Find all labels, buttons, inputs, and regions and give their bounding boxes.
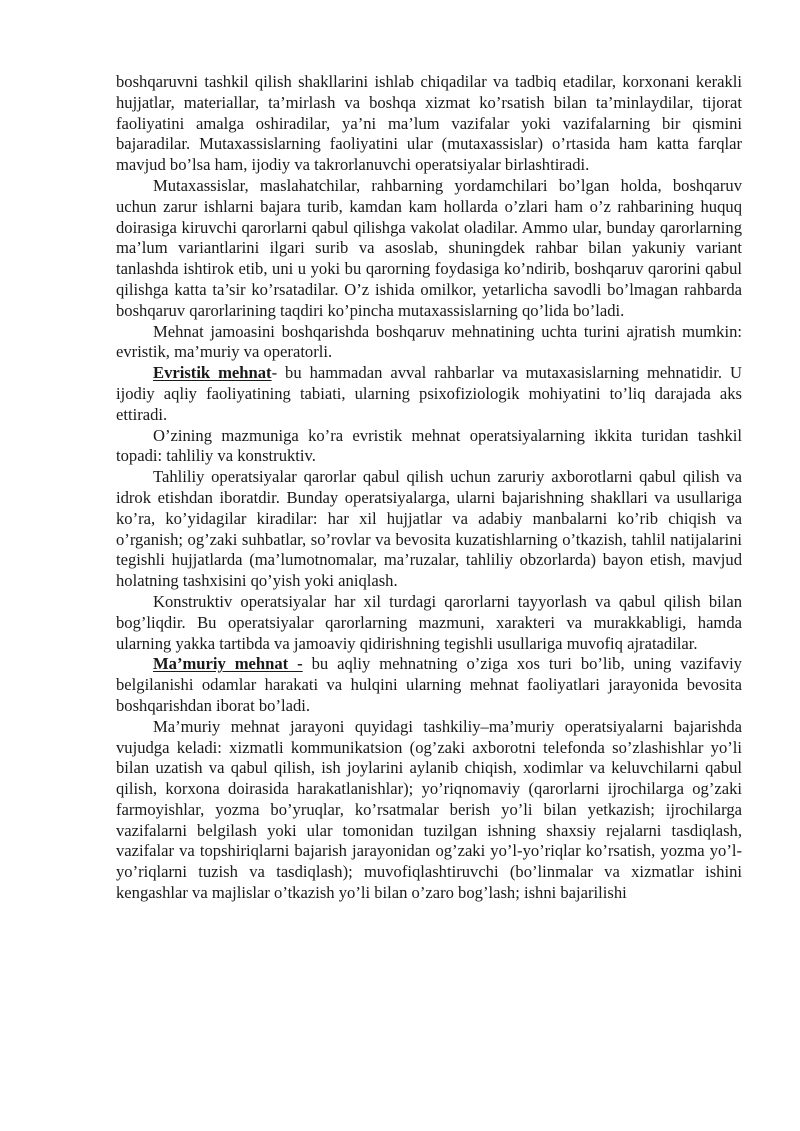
paragraph-analytical-operations (116, 467, 742, 592)
paragraph-administrative-process (116, 717, 742, 904)
paragraph-text: bu aqliy mehnatning o’ziga xos turi bo’lib, uning vazifaviy belgilanishi odamlar harakati va hulqini ularning mehnat faoliyatlari jarayonida bevosita boshqarishdan iborat bo’ladi. (116, 654, 742, 715)
paragraph-text: Ma’muriy mehnat jarayoni quyidagi tashkiliy–ma’muriy operatsiyalarni bajarishda vujudga keladi: xizmatli kommunikatsion (og’zaki axborotni telefonda so’zlashishlar yo’li bilan uzatish va qabul qilish, ish joylarini aylanib chiqish, xodimlar va keluvchilarni qabul qilish, korxona doirasida harakatlanishlar); yo’riqnomaviy (qarorlarni ijrochilarga og’zaki farmoyishlar, yozma bo’yruqlar, ko’rsatmalar berish yo’li bilan yetkazish; ijrochilarga vazifalarni belgilash yoki ular tomonidan tuzilgan ishning shaxsiy rejalarni tasdiqlash, vazifalar va topshiriqlarni bajarish jarayonidan og’zaki yo’l-yo’riqlar ko’rsatish, yozma yo’l-yo’riqlarni tuzish va tasdiqlash); muvofiqlashtiruvchi (bo’linmalar va xizmatlar ishini kengashlar va majlislar o’tkazish yo’li bilan o’zaro bog’lash; ishni bajarilishi (116, 716, 742, 903)
document-page (116, 72, 742, 904)
paragraph-constructive-operations (116, 592, 742, 654)
term-heuristic-labor: Evristik mehnat (153, 363, 272, 383)
paragraph-text: Mehnat jamoasini boshqarishda boshqaruv mehnatining uchta turini ajratish mumkin: evristik, ma’muriy va operatorli. (116, 321, 742, 362)
paragraph-text: Tahliliy operatsiyalar qarorlar qabul qilish uchun zaruriy axborotlarni qabul qilish va idrok etishdan iboratdir. Bunday operatsiyalarga, ularni bajarishning shakllari va usullariga ko’ra, ko’yidagilar kiradilar: har xil hujjatlar va adabiy manbalarni ko’rib chiqish va o’rganish; og’zaki suhbatlar, so’rovlar va bevosita kuzatishlarning o’tkazish, tahlil natijalarini tegishli hujjatlarda (ma’lumotnomalar, ma’ruzalar, tahliliy obzorlarda) bayon etish, mavjud holatning tashxisini qo’yish yoki aniqlash. (116, 467, 742, 591)
paragraph-text: O’zining mazmuniga ko’ra evristik mehnat operatsiyalarning ikkita turidan tashkil topadi: tahliliy va konstruktiv. (116, 425, 742, 466)
paragraph-operation-kinds (116, 426, 742, 468)
paragraph-text: boshqaruvni tashkil qilish shakllarini ishlab chiqadilar va tadbiq etadilar, korxonani kerakli hujjatlar, materiallar, ta’mirlash va boshqa xizmat ko’rsatish bilan ta’minlaydilar, tijorat faoliyatini amalga oshiradilar, ya’ni ma’lum vazifalar yoki vazifalarning bir qismini bajaradilar. Mutaxassislarning faoliyatini ular (mutaxassislar) o’rtasida ham katta farqlar mavjud bo’lsa ham, ijodiy va takrorlanuvchi operatsiyalar birlashtiradi. (116, 72, 742, 175)
paragraph-text: - bu hammadan avval rahbarlar va mutaxasislarning mehnatidir. U ijodiy aqliy faoliyatining tabiati, ularning psixofiziologik mohiyatini to’liq darajada aks ettiradi. (116, 363, 742, 424)
paragraph-administrative-labor (116, 654, 742, 716)
paragraph-specialists (116, 176, 742, 322)
paragraph-continuation (116, 72, 742, 176)
paragraph-text: Mutaxassislar, maslahatchilar, rahbarning yordamchilari bo’lgan holda, boshqaruv uchun zarur ishlarni bajara turib, kamdan kam hollarda o’zlari ham o’z rahbarining huquq doirasiga kiruvchi qarorlarni qabul qilishga vakolat oladilar. Ammo ular, bunday qarorlarning ma’lum variantlarini ilgari surib va asoslab, shuningdek rahbar bilan yakuniy variant tanlashda ishtirok etib, uni u yoki bu qarorning foydasiga ko’ndirib, boshqaruv qarorini qabul qilishga katta ta’sir ko’rsatadilar. O’z ishida omilkor, yetarlicha savodli bo’lmagan rahbarda boshqaruv qarorlarining taqdiri ko’pincha mutaxassislarning qo’lida bo’ladi. (116, 175, 742, 320)
paragraph-text: Konstruktiv operatsiyalar har xil turdagi qarorlarni tayyorlash va qabul qilish bilan bog’liqdir. Bu operatsiyalar qarorlarning mazmuni, xarakteri va murakkabligi, hamda ularning yakka tartibda va jamoaviy qidirishning tegishli usullariga muvofiq ajratadilar. (116, 591, 742, 653)
paragraph-labor-types (116, 322, 742, 364)
term-administrative-labor: Ma’muriy mehnat - (153, 654, 303, 674)
paragraph-heuristic-labor (116, 363, 742, 425)
